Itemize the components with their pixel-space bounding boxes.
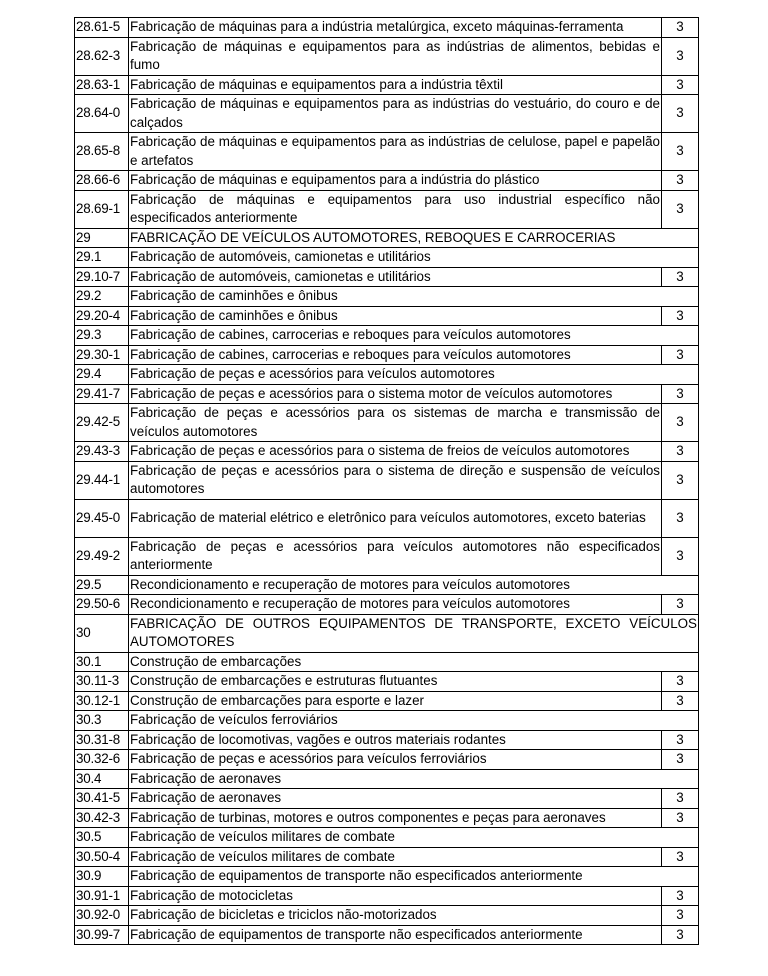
cnae-code-cell: 29.3 xyxy=(75,326,129,346)
risk-degree-cell: 3 xyxy=(662,789,699,809)
activity-description-cell: Fabricação de peças e acessórios para veículos ferroviários xyxy=(129,750,662,770)
activity-description-cell: Recondicionamento e recuperação de motores para veículos automotores xyxy=(129,575,699,595)
table-row xyxy=(75,595,699,615)
cnae-code-cell: 30.50-4 xyxy=(75,847,129,867)
cnae-code-cell: 30.41-5 xyxy=(75,789,129,809)
table-row xyxy=(75,404,699,442)
activity-description-cell: Fabricação de máquinas e equipamentos para a indústria têxtil xyxy=(129,75,662,95)
cnae-code-cell: 28.69-1 xyxy=(75,190,129,228)
cnae-code-cell: 29.49-2 xyxy=(75,537,129,575)
activity-description-cell: Fabricação de máquinas e equipamentos para a indústria do plástico xyxy=(129,171,662,191)
risk-degree-cell: 3 xyxy=(662,404,699,442)
cnae-code-cell: 30.32-6 xyxy=(75,750,129,770)
cnae-code-cell: 29.2 xyxy=(75,287,129,307)
activity-description-cell: Fabricação de caminhões e ônibus xyxy=(129,287,699,307)
table-row xyxy=(75,365,699,385)
activity-description-cell: Construção de embarcações e estruturas flutuantes xyxy=(129,672,662,692)
table-row xyxy=(75,867,699,887)
cnae-code-cell: 30.31-8 xyxy=(75,730,129,750)
table-row xyxy=(75,575,699,595)
table-row xyxy=(75,345,699,365)
cnae-code-cell: 29.43-3 xyxy=(75,442,129,462)
activity-description-cell: Fabricação de locomotivas, vagões e outros materiais rodantes xyxy=(129,730,662,750)
table-row xyxy=(75,672,699,692)
risk-degree-cell: 3 xyxy=(662,691,699,711)
table-row xyxy=(75,614,699,652)
risk-degree-cell: 3 xyxy=(662,847,699,867)
table-row xyxy=(75,808,699,828)
table-row xyxy=(75,248,699,268)
activity-description-cell: Fabricação de equipamentos de transporte não especificados anteriormente xyxy=(129,925,662,945)
cnae-code-cell: 29 xyxy=(75,228,129,248)
table-row xyxy=(75,228,699,248)
activity-description-cell: FABRICAÇÃO DE OUTROS EQUIPAMENTOS DE TRANSPORTE, EXCETO VEÍCULOS AUTOMOTORES xyxy=(129,614,699,652)
cnae-code-cell: 29.42-5 xyxy=(75,404,129,442)
cnae-code-cell: 28.63-1 xyxy=(75,75,129,95)
table-row xyxy=(75,190,699,228)
cnae-code-cell: 29.45-0 xyxy=(75,499,129,537)
table-row xyxy=(75,37,699,75)
activity-description-cell: Construção de embarcações para esporte e lazer xyxy=(129,691,662,711)
cnae-code-cell: 28.62-3 xyxy=(75,37,129,75)
cnae-code-cell: 30.5 xyxy=(75,828,129,848)
cnae-code-cell: 28.61-5 xyxy=(75,18,129,38)
risk-degree-cell: 3 xyxy=(662,672,699,692)
activity-description-cell: Fabricação de aeronaves xyxy=(129,789,662,809)
activity-description-cell: Recondicionamento e recuperação de motores para veículos automotores xyxy=(129,595,662,615)
activity-description-cell: Fabricação de máquinas para a indústria metalúrgica, exceto máquinas-ferramenta xyxy=(129,18,662,38)
risk-degree-cell: 3 xyxy=(662,18,699,38)
risk-degree-cell: 3 xyxy=(662,925,699,945)
table-row xyxy=(75,730,699,750)
activity-description-cell: Fabricação de peças e acessórios para veículos automotores xyxy=(129,365,699,385)
table-row xyxy=(75,499,699,537)
activity-description-cell: Fabricação de equipamentos de transporte não especificados anteriormente xyxy=(129,867,699,887)
activity-description-cell: Fabricação de veículos militares de combate xyxy=(129,828,699,848)
activity-description-cell: Fabricação de motocicletas xyxy=(129,886,662,906)
table-row xyxy=(75,461,699,499)
activity-description-cell: Fabricação de peças e acessórios para o sistema motor de veículos automotores xyxy=(129,384,662,404)
risk-degree-cell: 3 xyxy=(662,306,699,326)
table-row xyxy=(75,95,699,133)
cnae-code-cell: 29.50-6 xyxy=(75,595,129,615)
cnae-code-cell: 29.30-1 xyxy=(75,345,129,365)
cnae-code-cell: 29.20-4 xyxy=(75,306,129,326)
activity-description-cell: Fabricação de turbinas, motores e outros componentes e peças para aeronaves xyxy=(129,808,662,828)
table-row xyxy=(75,769,699,789)
cnae-code-cell: 29.10-7 xyxy=(75,267,129,287)
table-row xyxy=(75,18,699,38)
activity-description-cell: Fabricação de aeronaves xyxy=(129,769,699,789)
table-row xyxy=(75,442,699,462)
cnae-activity-table xyxy=(74,17,699,945)
table-row xyxy=(75,652,699,672)
table-row xyxy=(75,306,699,326)
cnae-code-cell: 30 xyxy=(75,614,129,652)
cnae-table-body xyxy=(75,18,699,945)
risk-degree-cell: 3 xyxy=(662,499,699,537)
table-row xyxy=(75,789,699,809)
risk-degree-cell: 3 xyxy=(662,750,699,770)
risk-degree-cell: 3 xyxy=(662,75,699,95)
cnae-code-cell: 30.9 xyxy=(75,867,129,887)
cnae-code-cell: 29.4 xyxy=(75,365,129,385)
activity-description-cell: Fabricação de máquinas e equipamentos para uso industrial específico não especificados anteriormente xyxy=(129,190,662,228)
risk-degree-cell: 3 xyxy=(662,886,699,906)
risk-degree-cell: 3 xyxy=(662,133,699,171)
cnae-code-cell: 30.42-3 xyxy=(75,808,129,828)
table-row xyxy=(75,906,699,926)
table-row xyxy=(75,886,699,906)
activity-description-cell: Fabricação de caminhões e ônibus xyxy=(129,306,662,326)
cnae-code-cell: 28.64-0 xyxy=(75,95,129,133)
cnae-code-cell: 29.41-7 xyxy=(75,384,129,404)
table-row xyxy=(75,171,699,191)
cnae-code-cell: 29.1 xyxy=(75,248,129,268)
risk-degree-cell: 3 xyxy=(662,906,699,926)
risk-degree-cell: 3 xyxy=(662,95,699,133)
activity-description-cell: Fabricação de peças e acessórios para os sistemas de marcha e transmissão de veículos automotores xyxy=(129,404,662,442)
activity-description-cell: FABRICAÇÃO DE VEÍCULOS AUTOMOTORES, REBOQUES E CARROCERIAS xyxy=(129,228,699,248)
risk-degree-cell: 3 xyxy=(662,595,699,615)
activity-description-cell: Fabricação de automóveis, camionetas e utilitários xyxy=(129,248,699,268)
risk-degree-cell: 3 xyxy=(662,171,699,191)
table-row xyxy=(75,287,699,307)
activity-description-cell: Fabricação de máquinas e equipamentos para as indústrias de alimentos, bebidas e fumo xyxy=(129,37,662,75)
table-row xyxy=(75,828,699,848)
cnae-code-cell: 30.91-1 xyxy=(75,886,129,906)
risk-degree-cell: 3 xyxy=(662,730,699,750)
table-row xyxy=(75,750,699,770)
table-row xyxy=(75,925,699,945)
cnae-code-cell: 29.5 xyxy=(75,575,129,595)
activity-description-cell: Fabricação de máquinas e equipamentos para as indústrias do vestuário, do couro e de calçados xyxy=(129,95,662,133)
activity-description-cell: Fabricação de automóveis, camionetas e utilitários xyxy=(129,267,662,287)
risk-degree-cell: 3 xyxy=(662,461,699,499)
activity-description-cell: Fabricação de material elétrico e eletrônico para veículos automotores, exceto baterias xyxy=(129,499,662,537)
activity-description-cell: Fabricação de peças e acessórios para o sistema de freios de veículos automotores xyxy=(129,442,662,462)
activity-description-cell: Fabricação de cabines, carrocerias e reboques para veículos automotores xyxy=(129,326,699,346)
risk-degree-cell: 3 xyxy=(662,267,699,287)
cnae-code-cell: 30.3 xyxy=(75,711,129,731)
risk-degree-cell: 3 xyxy=(662,37,699,75)
cnae-code-cell: 30.12-1 xyxy=(75,691,129,711)
risk-degree-cell: 3 xyxy=(662,384,699,404)
risk-degree-cell: 3 xyxy=(662,808,699,828)
activity-description-cell: Fabricação de peças e acessórios para o sistema de direção e suspensão de veículos automotores xyxy=(129,461,662,499)
table-row xyxy=(75,847,699,867)
table-row xyxy=(75,267,699,287)
cnae-code-cell: 30.4 xyxy=(75,769,129,789)
cnae-code-cell: 28.66-6 xyxy=(75,171,129,191)
risk-degree-cell: 3 xyxy=(662,442,699,462)
table-row xyxy=(75,711,699,731)
cnae-code-cell: 30.11-3 xyxy=(75,672,129,692)
activity-description-cell: Fabricação de bicicletas e triciclos não-motorizados xyxy=(129,906,662,926)
table-row xyxy=(75,537,699,575)
table-row xyxy=(75,384,699,404)
cnae-code-cell: 30.1 xyxy=(75,652,129,672)
cnae-code-cell: 30.92-0 xyxy=(75,906,129,926)
table-row xyxy=(75,133,699,171)
activity-description-cell: Fabricação de peças e acessórios para veículos automotores não especificados anteriormente xyxy=(129,537,662,575)
risk-degree-cell: 3 xyxy=(662,190,699,228)
cnae-code-cell: 29.44-1 xyxy=(75,461,129,499)
activity-description-cell: Fabricação de máquinas e equipamentos para as indústrias de celulose, papel e papelão e artefatos xyxy=(129,133,662,171)
risk-degree-cell: 3 xyxy=(662,537,699,575)
activity-description-cell: Construção de embarcações xyxy=(129,652,699,672)
activity-description-cell: Fabricação de cabines, carrocerias e reboques para veículos automotores xyxy=(129,345,662,365)
risk-degree-cell: 3 xyxy=(662,345,699,365)
table-row xyxy=(75,691,699,711)
activity-description-cell: Fabricação de veículos ferroviários xyxy=(129,711,699,731)
table-row xyxy=(75,75,699,95)
table-row xyxy=(75,326,699,346)
cnae-code-cell: 28.65-8 xyxy=(75,133,129,171)
cnae-code-cell: 30.99-7 xyxy=(75,925,129,945)
activity-description-cell: Fabricação de veículos militares de combate xyxy=(129,847,662,867)
